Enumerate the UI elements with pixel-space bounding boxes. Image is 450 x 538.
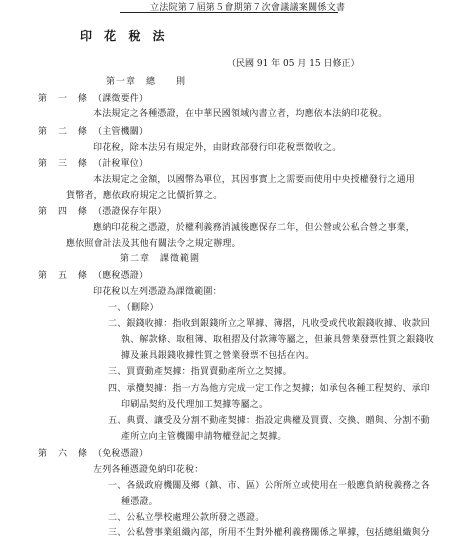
article-3-heading: （計稅單位） <box>93 159 149 169</box>
article-6-item-cont: 種憑證。 <box>121 497 158 507</box>
article-4-text-line: 應依照會計法及其他有關法令之規定辦理。 <box>66 239 241 249</box>
article-6-item: 一、各級政府機關及鄉（鎮、市、區）公所所立或使用在一般應負納稅義務之各 <box>108 481 431 491</box>
article-2-label: 第 二 條 <box>38 127 89 137</box>
article-5-item-cont: 執、解款條、取租簿、取租摺及付款簿等屬之，但兼具營業發票性質之銀錢收 <box>121 335 434 345</box>
article-4-heading: （憑證保存年限） <box>93 207 167 217</box>
article-4-label: 第 四 條 <box>38 207 89 217</box>
article-1-label: 第 一 條 <box>38 94 89 104</box>
article-2-heading: （主管機關） <box>93 127 149 137</box>
article-3-text-line: 貨幣者，應依政府規定之比價折算之。 <box>66 191 223 201</box>
article-4-text-line: 應納印花稅之憑證，於權利義務消滅後應保存二年，但公營或公私合營之事業， <box>93 223 416 233</box>
chapter-1-heading: 第一章 總 則 <box>106 77 187 87</box>
article-5-item-cont: 印刷品契約及代理加工契據等屬之。 <box>121 400 269 410</box>
article-5-item: 四、承攬契據：指一方為他方完成一定工作之契據；如承包各種工程契約、承印 <box>108 384 431 394</box>
article-6-item: 三、公私營事業組織內部，所用不生對外權利義務關係之單據，包括總組織與分 <box>108 528 431 538</box>
chapter-2-heading: 第二章 課徵範圍 <box>120 254 201 264</box>
article-3-text-line: 本法規定之金額，以國幣為單位，其因事實上之需要而使用中央授權發行之通用 <box>93 175 416 185</box>
article-5-item-cont: 據及兼具銀錢收據性質之營業發票不包括在內。 <box>121 351 315 361</box>
article-5-heading: （應稅憑證） <box>93 271 149 281</box>
amendment-date: （民國 91 年 05 月 15 日修正） <box>227 59 360 69</box>
article-5-intro: 印花稅以左列憑證為課徵範圍： <box>93 287 222 297</box>
article-1-text: 本法規定之各種憑證，在中華民國領域內書立者，均應依本法納印花稅。 <box>93 109 388 119</box>
article-5-item: 二、銀錢收據：指收到銀錢所立之單據、簿摺，凡收受或代收銀錢收據、收款回 <box>108 319 431 329</box>
article-5-item: 一、（刪除） <box>108 303 159 313</box>
article-6-intro: 左列各種憑證免納印花稅： <box>93 465 204 475</box>
article-3-label: 第 三 條 <box>38 159 89 169</box>
article-2-text: 印花稅，除本法另有規定外，由財政部發行印花稅票徵收之。 <box>93 143 342 153</box>
article-5-item: 五、典賣、讓受及分割不動產契據：指設定典權及買賣、交換、贈與、分割不動 <box>108 416 431 426</box>
header-divider <box>120 12 338 13</box>
article-5-item-cont: 產所立向主管機關申請物權登記之契據。 <box>121 432 287 442</box>
article-6-label: 第 六 條 <box>38 449 89 459</box>
article-5-label: 第 五 條 <box>38 271 89 281</box>
article-6-heading: （免稅憑證） <box>93 449 149 459</box>
document-header: 立法院第７屆第５會期第７次會議議案關係文書 <box>150 3 346 13</box>
law-title: 印 花 稅 法 <box>80 29 169 43</box>
article-6-item: 二、公私立學校處理公款所發之憑證。 <box>108 513 265 523</box>
article-1-heading: （課徵要件） <box>93 94 149 104</box>
article-5-item: 三、買賣動產契據：指買賣動產所立之契據。 <box>108 367 293 377</box>
